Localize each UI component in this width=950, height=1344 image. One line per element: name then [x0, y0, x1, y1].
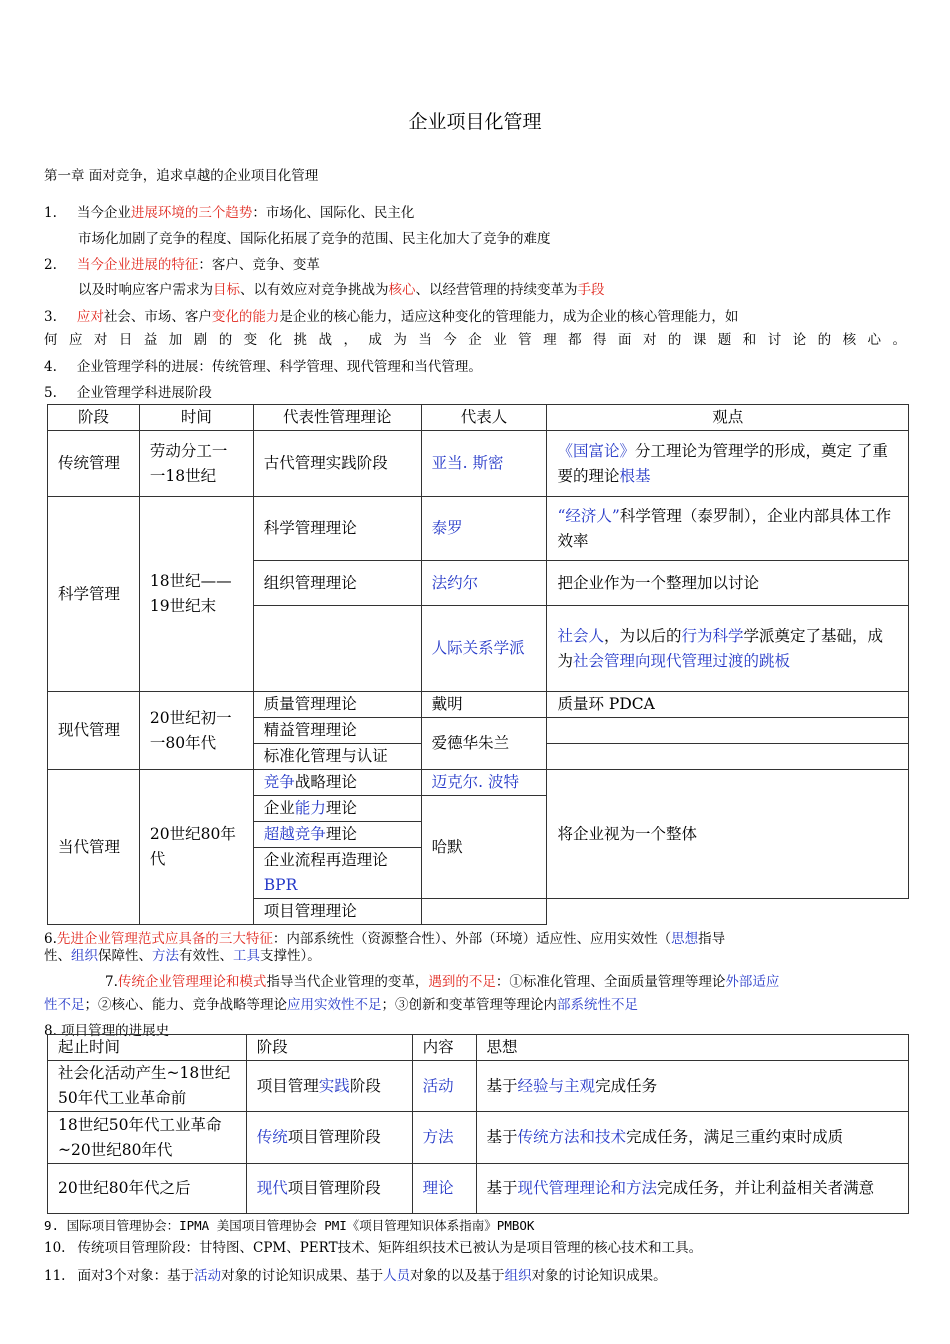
highlight-text: 现代 — [256, 1179, 288, 1197]
item-5 — [44, 381, 212, 401]
text: ，为以后的 — [603, 626, 682, 645]
text: 以及时响应客户需求为 — [78, 282, 213, 298]
header-cell: 内容 — [412, 1035, 476, 1061]
highlight-text: 应对 — [76, 309, 104, 325]
text: 企业流程再造理论 — [263, 851, 388, 869]
item-7 — [105, 970, 779, 990]
stage-cell: 传统管理 — [48, 431, 140, 497]
highlight-text: 进展环境的三个趋势 — [130, 205, 253, 221]
highlight-text: 工具 — [233, 948, 260, 964]
view-cell — [547, 431, 909, 497]
text: 理论 — [325, 799, 357, 817]
item-3-line2: 何应对日益加剧的变化挑战，成为当今企业管理都得面对的课题和讨论的核心。 — [44, 332, 906, 348]
text: 指导 — [698, 931, 726, 947]
text: 性、 — [44, 948, 71, 964]
stage-cell — [246, 1112, 412, 1164]
header-cell: 代表人 — [421, 405, 547, 431]
highlight-text: 当今企业进展的特征 — [76, 257, 199, 273]
view-cell — [547, 497, 909, 561]
highlight-text: 传统企业管理理论和模式 — [117, 974, 267, 990]
table-header-row — [48, 1035, 909, 1061]
item-number: 1. — [44, 205, 57, 221]
item-number: 2. — [44, 257, 57, 273]
highlight-text: 《国富论》 — [557, 441, 635, 460]
content-cell: 理论 — [412, 1164, 476, 1214]
text: 完成任务，并让利益相关者满意 — [657, 1179, 875, 1197]
highlight-text: 传统 — [256, 1128, 288, 1146]
header-cell: 观点 — [547, 405, 909, 431]
text: 战略理论 — [294, 773, 357, 791]
theory-cell — [253, 606, 421, 692]
table-row — [48, 1061, 909, 1112]
time-cell: 20世纪80年代 — [139, 770, 253, 925]
text: 对象的以及基于 — [410, 1268, 505, 1284]
person-cell: 亚当. 斯密 — [421, 431, 547, 497]
view-cell: 质量环 PDCA — [547, 692, 909, 718]
text: 面对3个对象：基于 — [77, 1268, 195, 1284]
text: 传统项目管理阶段：甘特图、CPM、PERT技术、矩阵组织技术已被认为是项目管理的核心技术和工具。 — [77, 1240, 703, 1256]
item-7-line2 — [44, 993, 638, 1013]
theory-cell — [253, 796, 421, 822]
table-row — [48, 770, 909, 796]
item-3 — [44, 305, 738, 325]
content-cell: 方法 — [412, 1112, 476, 1164]
theory-cell: 质量管理理论 — [253, 692, 421, 718]
item-2-sub — [78, 278, 605, 298]
text: 保障性、 — [98, 948, 152, 964]
text: 是企业的核心能力，适应这种变化的管理能力，成为企业的核心管理能力，如 — [279, 309, 739, 325]
header-cell: 时间 — [139, 405, 253, 431]
highlight-text: 方法 — [152, 948, 179, 964]
highlight-text: 目标 — [213, 282, 240, 298]
theory-cell: 精益管理理论 — [253, 718, 421, 744]
table-row — [48, 692, 909, 718]
chapter-heading: 第一章 面对竞争，追求卓越的企业项目化管理 — [44, 168, 319, 184]
highlight-text: 行为科学 — [681, 626, 744, 645]
text: 企业管理学科进展阶段 — [76, 385, 212, 401]
stage-cell — [246, 1164, 412, 1214]
item-2 — [44, 253, 320, 273]
person-cell: 哈默 — [421, 796, 547, 899]
text: 完成任务 — [595, 1076, 658, 1095]
header-cell: 代表性管理理论 — [253, 405, 421, 431]
highlight-text: 经验与主观 — [517, 1076, 596, 1095]
highlight-text: 根基 — [619, 466, 651, 485]
item-1-sub: 市场化加剧了竞争的程度、国际化拓展了竞争的范围、民主化加大了竞争的难度 — [78, 231, 551, 247]
stage-cell: 当代管理 — [48, 770, 140, 925]
item-4 — [44, 355, 482, 375]
item-11 — [44, 1264, 667, 1284]
item-1 — [44, 201, 414, 221]
view-cell: 把企业作为一个整理加以讨论 — [547, 561, 909, 606]
view-cell — [547, 744, 909, 770]
management-stages-table — [47, 404, 909, 925]
highlight-text: 性不足 — [44, 997, 85, 1013]
highlight-text: 人员 — [383, 1268, 411, 1284]
time-cell: 20世纪80年代之后 — [48, 1164, 247, 1214]
person-cell: 泰罗 — [421, 497, 547, 561]
text: 项目管理阶段 — [287, 1128, 381, 1146]
item-number: 3. — [44, 309, 57, 325]
highlight-text: 部系统性不足 — [557, 997, 638, 1013]
highlight-text: 竞争 — [263, 773, 295, 791]
project-management-history-table — [47, 1034, 909, 1214]
person-cell — [421, 899, 547, 925]
view-cell — [547, 606, 909, 692]
header-cell: 思想 — [476, 1035, 908, 1061]
highlight-text: 社会人 — [557, 626, 604, 645]
theory-cell: 组织管理理论 — [253, 561, 421, 606]
text: 基于 — [486, 1179, 518, 1197]
highlight-text: 实践 — [318, 1076, 350, 1095]
time-cell: 社会化活动产生~18世纪50年代工业革命前 — [48, 1061, 247, 1112]
page-title: 企业项目化管理 — [408, 111, 542, 133]
highlight-text: 应用实效性不足 — [287, 997, 382, 1013]
person-cell: 戴明 — [421, 692, 547, 718]
stage-cell: 现代管理 — [48, 692, 140, 770]
highlight-text: 手段 — [577, 282, 605, 298]
time-cell: 18世纪50年代工业革命~20世纪80年代 — [48, 1112, 247, 1164]
idea-cell — [476, 1164, 908, 1214]
text: 、以经营管理的持续变革为 — [415, 282, 578, 298]
text: 理论 — [325, 825, 357, 843]
item-number: 10. — [44, 1240, 66, 1256]
highlight-text: 核心 — [388, 282, 416, 298]
theory-cell: 古代管理实践阶段 — [253, 431, 421, 497]
text: ：市场化、国际化、民主化 — [252, 205, 415, 221]
text: 企业 — [263, 799, 295, 817]
text: 完成任务，满足三重约束时成质 — [626, 1128, 844, 1146]
text: 项目管理阶段 — [287, 1179, 381, 1197]
text: 当今企业 — [76, 205, 131, 221]
item-number: 6. — [44, 931, 57, 947]
text: 对象的讨论知识成果、基于 — [221, 1268, 384, 1284]
highlight-text: 能力 — [294, 799, 326, 817]
table-row — [48, 431, 909, 497]
person-cell: 法约尔 — [421, 561, 547, 606]
highlight-text: 社会管理向现代管理过渡的跳板 — [572, 651, 790, 670]
text: 项目管理 — [256, 1076, 319, 1095]
text: 阶段 — [349, 1076, 381, 1095]
theory-cell: 标准化管理与认证 — [253, 744, 421, 770]
highlight-text: 变化的能力 — [211, 309, 280, 325]
text: 对象的讨论知识成果。 — [531, 1268, 667, 1284]
highlight-text: 思想 — [671, 931, 699, 947]
text: 社会、市场、客户 — [103, 309, 212, 325]
item-number: 11. — [44, 1268, 66, 1284]
theory-cell: 项目管理理论 — [253, 899, 421, 925]
time-cell: 18世纪——19世纪末 — [139, 497, 253, 692]
highlight-text: 活动 — [194, 1268, 222, 1284]
table-row — [48, 1164, 909, 1214]
text: 有效性、 — [179, 948, 233, 964]
theory-cell — [253, 770, 421, 796]
view-cell — [547, 718, 909, 744]
text: ：①标准化管理、全面质量管理等理论 — [495, 974, 726, 990]
text: 指导当代企业管理的变革， — [266, 974, 429, 990]
text: 科学管理（泰罗制），企业内部具体工作效率 — [557, 506, 892, 550]
item-9: 9. 国际项目管理协会：IPMA 美国项目管理协会 PMI《项目管理知识体系指南》PMBOK — [44, 1218, 535, 1233]
text: 基于 — [486, 1076, 518, 1095]
table-header-row — [48, 405, 909, 431]
view-cell: 将企业视为一个整体 — [547, 770, 909, 899]
person-cell: 爱德华朱兰 — [421, 718, 547, 770]
highlight-text: 组织 — [504, 1268, 532, 1284]
text: ：客户、竞争、变革 — [198, 257, 320, 273]
person-cell: 迈克尔. 波特 — [421, 770, 547, 796]
item-number: 5. — [44, 385, 57, 401]
text: 支撑性）。 — [260, 948, 321, 964]
text: ；②核心、能力、竞争战略等理论 — [84, 997, 287, 1013]
text: 学派奠定了基础，成为 — [557, 626, 884, 670]
highlight-text: 外部适应 — [725, 974, 780, 990]
text: ；③创新和变革管理等理论内 — [381, 997, 557, 1013]
theory-cell: 科学管理理论 — [253, 497, 421, 561]
header-cell: 阶段 — [48, 405, 140, 431]
stage-cell: 科学管理 — [48, 497, 140, 692]
idea-cell — [476, 1061, 908, 1112]
highlight-text: 现代管理理论和方法 — [517, 1179, 658, 1197]
stage-cell — [246, 1061, 412, 1112]
text: 、以有效应对竞争挑战为 — [240, 282, 389, 298]
idea-cell — [476, 1112, 908, 1164]
highlight-text: 超越竞争 — [263, 825, 326, 843]
highlight-text: 组织 — [71, 948, 98, 964]
item-6-line2 — [44, 944, 321, 964]
theory-cell — [253, 822, 421, 848]
text: 分工理论为管理学的形成，奠定 了重要的理论 — [557, 441, 888, 485]
header-cell: 阶段 — [246, 1035, 412, 1061]
table-row — [48, 497, 909, 561]
theory-cell — [253, 848, 421, 899]
content-cell: 活动 — [412, 1061, 476, 1112]
header-cell: 起止时间 — [48, 1035, 247, 1061]
time-cell: 劳动分工一一18世纪 — [139, 431, 253, 497]
item-number: 4. — [44, 359, 57, 375]
item-8: 8. 项目管理的进展史 — [44, 1023, 170, 1039]
text: ：内部系统性（资源整合性）、外部（环境）适应性、应用实效性（ — [272, 931, 672, 947]
table-row — [48, 1112, 909, 1164]
highlight-text: 遇到的不足 — [428, 974, 496, 990]
highlight-text: 先进企业管理范式应具备的三大特征 — [56, 931, 273, 947]
text: 基于 — [486, 1128, 518, 1146]
item-10 — [44, 1236, 702, 1256]
time-cell: 20世纪初一一80年代 — [139, 692, 253, 770]
highlight-text: BPR — [263, 876, 298, 894]
person-cell: 人际关系学派 — [421, 606, 547, 692]
item-number: 7. — [105, 974, 118, 990]
text: 企业管理学科的进展：传统管理、科学管理、现代管理和当代管理。 — [76, 359, 482, 375]
highlight-text: “经济人” — [557, 506, 620, 525]
highlight-text: 传统方法和技术 — [517, 1128, 627, 1146]
